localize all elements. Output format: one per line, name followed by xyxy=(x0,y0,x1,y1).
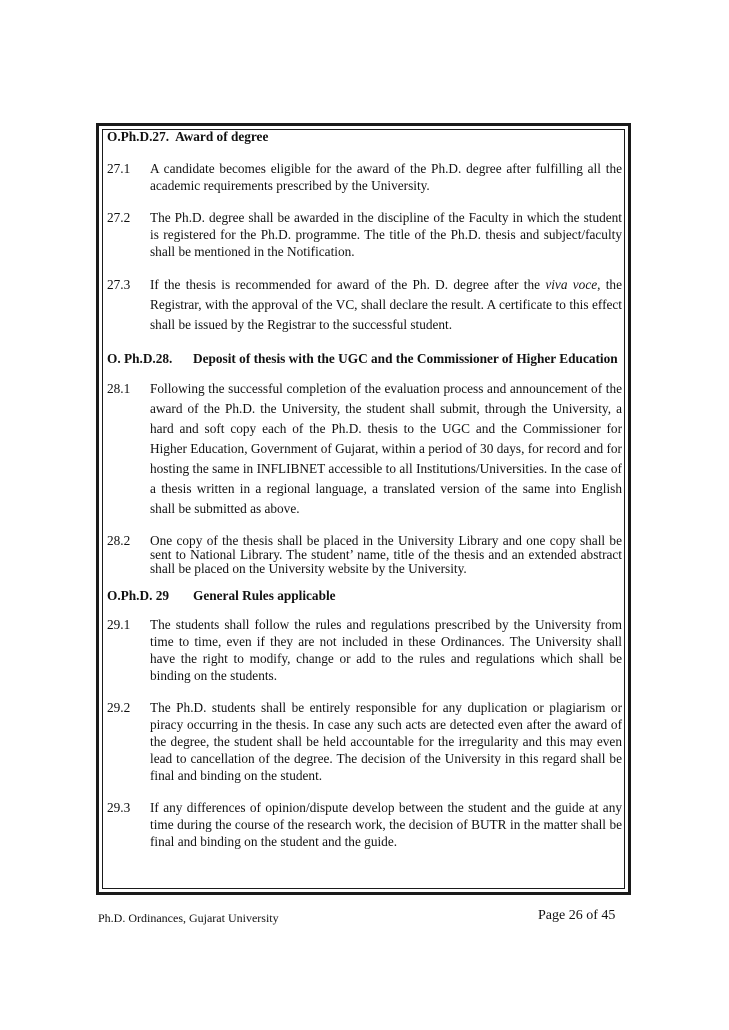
clause-28-1 xyxy=(107,379,622,519)
clause-29-2 xyxy=(107,699,622,784)
section-title: General Rules applicable xyxy=(193,588,336,603)
section-number: O.Ph.D.27. xyxy=(107,129,170,144)
clause-27-1 xyxy=(107,160,622,194)
clause-text: The students shall follow the rules and regulations prescribed by the University from time to time, even if they are not included in these Ordinances. The University shall have the right to modify, change or add to the rules and regulations which shall be binding on the students. xyxy=(150,617,622,683)
clause-27-3 xyxy=(107,275,622,335)
clause-text-end: , the Registrar, with the approval of the VC, shall declare the result. A certificate to this effect shall be issued by the Registrar to the successful student. xyxy=(150,277,622,332)
clause-text: One copy of the thesis shall be placed in the University Library and one copy shall be sent to National Library. The student’ name, title of the thesis and an extended abstract shall be placed on the University website by the University. xyxy=(150,533,622,576)
clause-number: 27.1 xyxy=(107,161,131,176)
clause-27-2 xyxy=(107,209,622,260)
clause-text: A candidate becomes eligible for the award of the Ph.D. degree after fulfilling all the academic requirements prescribed by the University. xyxy=(150,161,622,193)
footer-page-number: Page 26 of 45 xyxy=(538,908,616,923)
clause-number: 29.2 xyxy=(107,700,131,715)
clause-text: The Ph.D. students shall be entirely responsible for any duplication or plagiarism or piracy occurring in the thesis. In case any such acts are detected even after the award of the degree, the student shall be held accountable for the irregularity and this may even lead to cancellation of the degree. The decision of the University in this regard shall be final and binding on the student. xyxy=(150,700,622,783)
document-body xyxy=(107,128,622,865)
clause-text: Following the successful completion of the evaluation process and announcement of the award of the Ph.D. the University, the student shall submit, through the University, a hard and soft copy each of the Ph.D. thesis to the UGC and the Commissioner for Higher Education, Government of Gujarat, within a period of 30 days, for record and for hosting the same in INFLIBNET accessible to all Institutions/Universities. In the case of a thesis written in a regional language, a translated version of the same into English shall be submitted as above. xyxy=(150,381,622,516)
section-number: O.Ph.D. 29 xyxy=(107,588,170,603)
section-title: Award of degree xyxy=(175,129,269,144)
clause-29-1 xyxy=(107,616,622,684)
clause-text xyxy=(150,275,622,335)
clause-number: 28.1 xyxy=(107,381,131,396)
section-number: O. Ph.D.28. xyxy=(107,351,173,366)
section-heading-28 xyxy=(107,350,622,367)
clause-number: 27.2 xyxy=(107,210,131,225)
section-heading-29 xyxy=(107,587,622,604)
clause-28-2 xyxy=(107,534,622,576)
clause-number: 29.1 xyxy=(107,617,131,632)
clause-text: If any differences of opinion/dispute develop between the student and the guide at any time during the course of the research work, the decision of BUTR in the matter shall be final and binding on the student and the guide. xyxy=(150,800,622,849)
clause-number: 28.2 xyxy=(107,533,131,548)
clause-text: The Ph.D. degree shall be awarded in the discipline of the Faculty in which the student is registered for the Ph.D. programme. The title of the Ph.D. thesis and subject/faculty shall be mentioned in the Notification. xyxy=(150,210,622,259)
clause-text-start: If the thesis is recommended for award of the Ph. D. degree after the xyxy=(150,277,546,292)
clause-number: 29.3 xyxy=(107,800,131,815)
section-heading-27 xyxy=(107,128,622,145)
footer-document-title: Ph.D. Ordinances, Gujarat University xyxy=(98,911,279,925)
clause-text-italic: viva voce xyxy=(545,277,598,292)
section-title: Deposit of thesis with the UGC and the Commissioner of Higher Education xyxy=(193,351,618,366)
clause-29-3 xyxy=(107,799,622,850)
clause-number: 27.3 xyxy=(107,277,131,292)
